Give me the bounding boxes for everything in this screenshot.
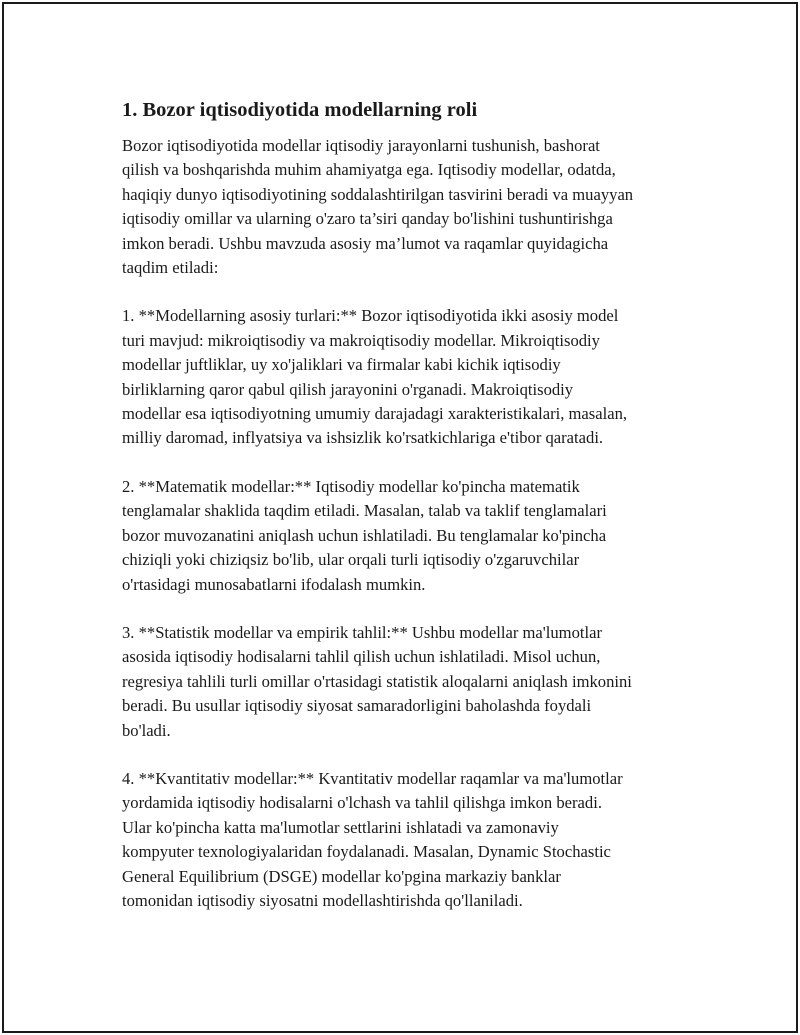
paragraph-line: modellar juftliklar, uy xo'jaliklari va firmalar kabi kichik iqtisodiy (122, 355, 561, 375)
paragraph-line: General Equilibrium (DSGE) modellar ko'pgina markaziy banklar (122, 866, 561, 886)
paragraph-line: tenglamalar shaklida taqdim etiladi. Masalan, talab va taklif tenglamalari (122, 501, 607, 521)
paragraph-line: kompyuter texnologiyalaridan foydalanadi. Masalan, Dynamic Stochastic (122, 842, 611, 862)
page-frame (2, 2, 798, 1033)
paragraph-line: haqiqiy dunyo iqtisodiyotining soddalashtirilgan tasvirini beradi va muayyan (122, 184, 634, 204)
paragraph-line: 3. **Statistik modellar va empirik tahlil:** Ushbu modellar ma'lumotlar (122, 622, 602, 642)
paragraph-line: o'rtasidagi munosabatlarni ifodalash mumkin. (122, 574, 426, 594)
section-1-model-types (122, 304, 700, 450)
paragraph-line: chiziqli yoki chiziqsiz bo'lib, ular orqali turli iqtisodiy o'zgaruvchilar (122, 550, 580, 570)
document-body (122, 96, 700, 937)
paragraph-line: Bozor iqtisodiyotida modellar iqtisodiy jarayonlarni tushunish, bashorat (122, 136, 600, 155)
section-3-statistical-models (122, 621, 700, 743)
paragraph-line: iqtisodiy omillar va ularning o'zaro ta’siri qanday bo'lishini tushuntirishga (122, 209, 613, 229)
paragraph-line: Ular ko'pincha katta ma'lumotlar settlarini ishlatadi va zamonaviy (122, 817, 559, 837)
paragraph-line: modellar esa iqtisodiyotning umumiy darajadagi xarakteristikalari, masalan, (122, 404, 628, 424)
paragraph-line: 1. **Modellarning asosiy turlari:** Bozor iqtisodiyotida ikki asosiy model (122, 306, 619, 326)
intro-paragraph (122, 134, 700, 280)
paragraph-line: regresiya tahlili turli omillar o'rtasidagi statistik aloqalarni aniqlash imkonini (122, 671, 632, 691)
paragraph-line: 4. **Kvantitativ modellar:** Kvantitativ modellar raqamlar va ma'lumotlar (122, 768, 623, 788)
paragraph-line: turi mavjud: mikroiqtisodiy va makroiqtisodiy modellar. Mikroiqtisodiy (122, 330, 600, 350)
paragraph-line: imkon beradi. Ushbu mavzuda asosiy ma’lumot va raqamlar quyidagicha (122, 233, 609, 253)
page-title: 1. Bozor iqtisodiyotida modellarning roli (122, 99, 478, 121)
paragraph-line: yordamida iqtisodiy hodisalarni o'lchash va tahlil qilishga imkon beradi. (122, 793, 602, 813)
paragraph-line: 2. **Matematik modellar:** Iqtisodiy modellar ko'pincha matematik (122, 476, 580, 496)
section-2-mathematical-models (122, 475, 700, 597)
paragraph-line: milliy daromad, inflyatsiya va ishsizlik ko'rsatkichlariga e'tibor qaratadi. (122, 428, 604, 448)
paragraph-line: birliklarning qaror qabul qilish jarayonini o'rganadi. Makroiqtisodiy (122, 379, 574, 399)
paragraph-line: taqdim etiladi: (122, 258, 219, 278)
paragraph-line: bo'ladi. (122, 720, 171, 740)
paragraph-line: beradi. Bu usullar iqtisodiy siyosat samaradorligini baholashda foydali (122, 696, 592, 716)
paragraph-line: tomonidan iqtisodiy siyosatni modellashtirishda qo'llaniladi. (122, 890, 523, 910)
paragraph-line: bozor muvozanatini aniqlash uchun ishlatiladi. Bu tenglamalar ko'pincha (122, 525, 607, 545)
paragraph-line: qilish va boshqarishda muhim ahamiyatga ega. Iqtisodiy modellar, odatda, (122, 160, 616, 180)
section-4-quantitative-models (122, 767, 700, 913)
paragraph-line: asosida iqtisodiy hodisalarni tahlil qilish uchun ishlatiladi. Misol uchun, (122, 647, 601, 667)
